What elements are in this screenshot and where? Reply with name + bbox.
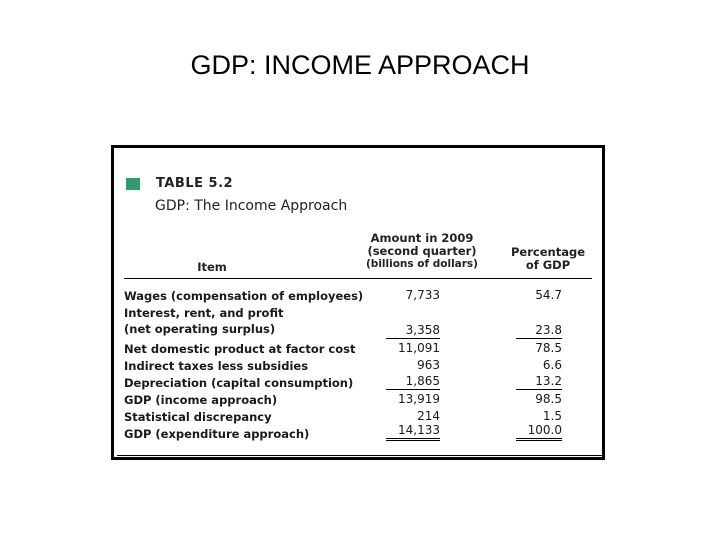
row-amount: 11,091 [398,341,440,355]
table-row [124,286,594,303]
header-amount-line: (second quarter) [367,244,477,258]
table-number: TABLE 5.2 [156,176,234,191]
table-frame [111,145,605,460]
header-percentage [504,246,592,272]
row-amount: 7,733 [405,288,440,302]
row-item: Statistical discrepancy [124,410,272,424]
table-row [124,424,594,441]
table-caption: GDP: The Income Approach [155,198,348,214]
row-item: Net domestic product at factor cost [124,342,356,356]
row-percent: 54.7 [535,288,562,302]
header-amount-line: (billions of dollars) [366,258,478,270]
row-amount: 3,358 [386,323,440,339]
row-item-line: (net operating surplus) [124,322,276,336]
table-row [124,303,594,339]
header-percentage-line: Percentage [511,245,585,259]
header-item: Item [197,260,227,274]
header-rule [124,278,592,279]
header-amount-line: Amount in 2009 [370,231,474,245]
row-percent: 78.5 [535,341,562,355]
table-row [124,390,594,407]
header-percentage-line: of GDP [525,258,571,272]
row-item: GDP (expenditure approach) [124,427,310,441]
row-percent: 1.5 [542,409,562,423]
row-amount: 1,865 [386,374,440,390]
table-row [124,356,594,373]
table-row [124,407,594,424]
row-item: Depreciation (capital consumption) [124,376,354,390]
row-item: Indirect taxes less subsidies [124,359,309,373]
row-percent: 6.6 [542,358,562,372]
row-amount: 13,919 [398,392,440,406]
row-item-line: Interest, rent, and profit [124,306,284,320]
table-row [124,373,594,390]
row-percent: 23.8 [516,323,562,339]
row-item [124,305,283,337]
table-body [124,286,594,441]
row-amount: 214 [417,409,440,423]
table-label [126,176,233,191]
frame-bottom-rule [117,455,602,456]
row-amount: 14,133 [386,423,440,441]
row-item: Wages (compensation of employees) [124,289,364,303]
row-percent: 100.0 [516,423,562,441]
row-amount: 963 [417,358,440,372]
slide-title: GDP: INCOME APPROACH [190,50,530,80]
green-square-icon [126,178,140,190]
table-row [124,339,594,356]
header-amount [359,232,485,271]
row-percent: 13.2 [516,374,562,390]
row-item: GDP (income approach) [124,393,278,407]
row-percent: 98.5 [535,392,562,406]
